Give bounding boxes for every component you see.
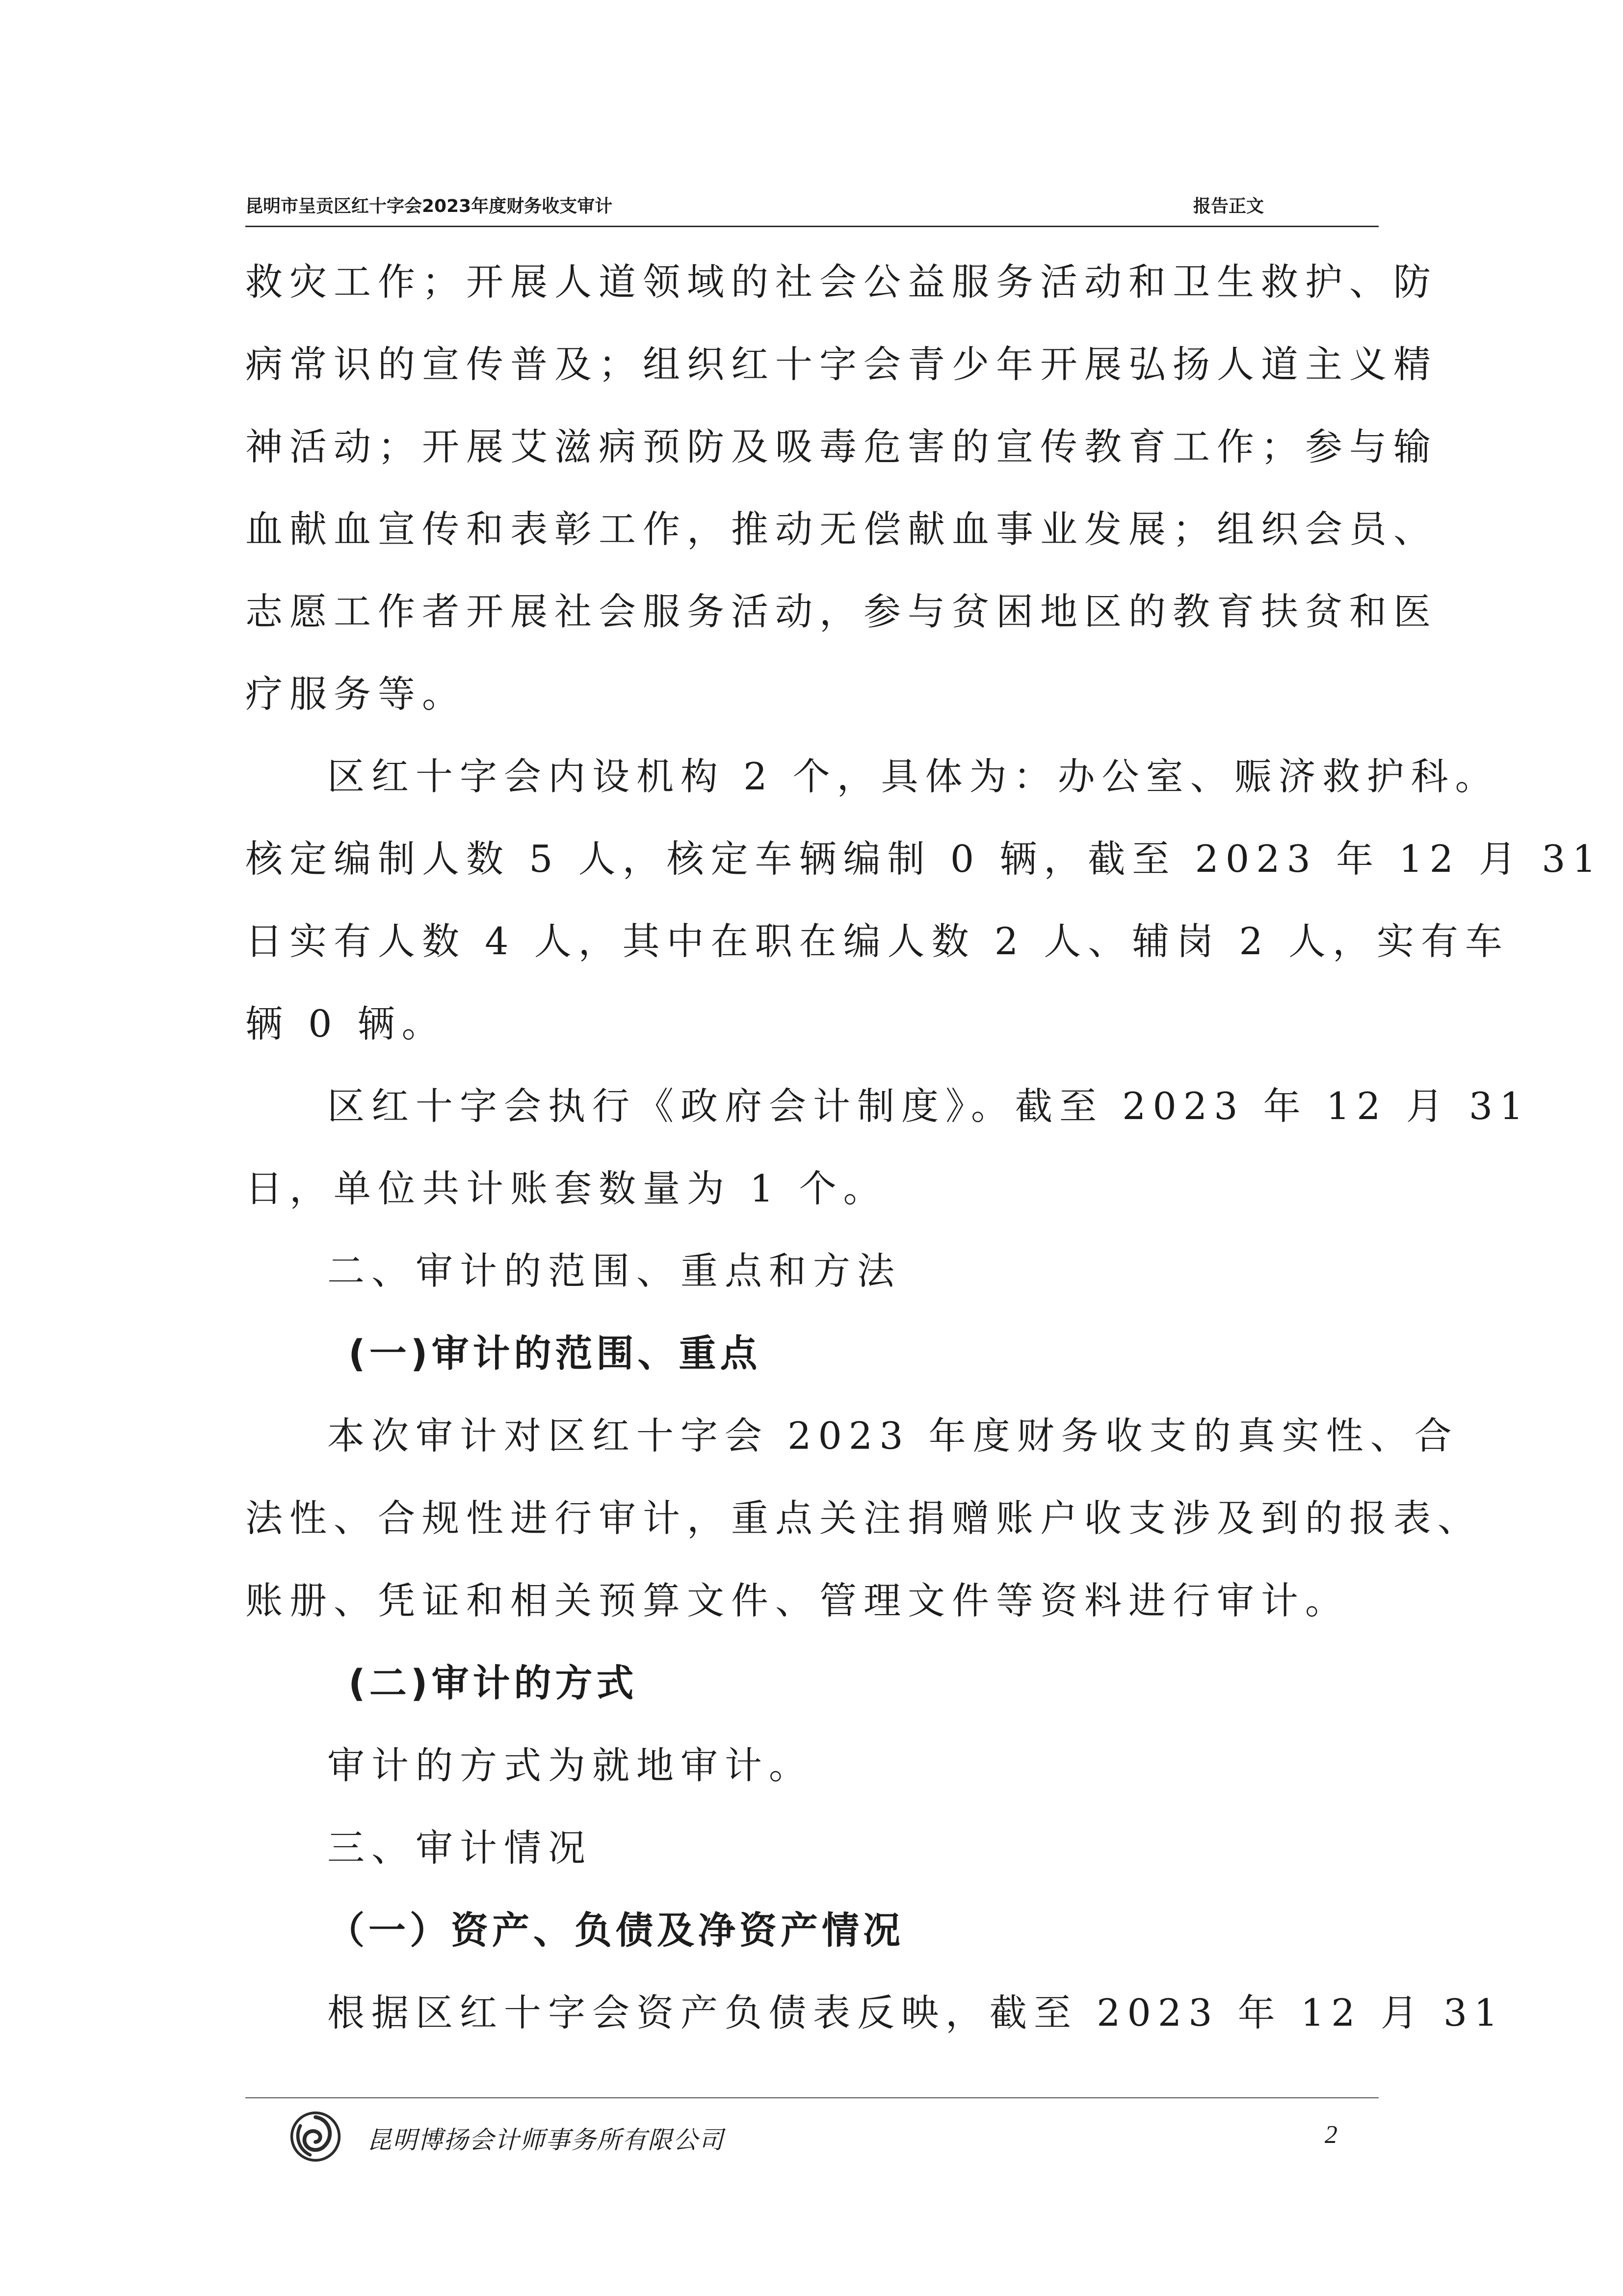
paragraph-line: 根据区红十字会资产负债表反映，截至 2023 年 12 月 31 — [327, 1991, 1505, 2035]
footer-divider — [245, 2097, 1379, 2098]
paragraph-line: 审计的方式为就地审计。 — [327, 1744, 813, 1787]
subsection-heading: （一）资产、负债及净资产情况 — [327, 1908, 904, 1952]
header-divider — [245, 226, 1379, 227]
subsection-heading: (一)审计的范围、重点 — [348, 1331, 761, 1375]
page-number: 2 — [1325, 2121, 1337, 2149]
paragraph-line: 病常识的宣传普及；组织红十字会青少年开展弘扬人道主义精 — [245, 342, 1438, 386]
swirl-logo-icon — [288, 2110, 342, 2164]
paragraph-line: 血献血宣传和表彰工作，推动无偿献血事业发展；组织会员、 — [245, 507, 1438, 551]
paragraph-line: 疗服务等。 — [245, 672, 466, 716]
header-title: 昆明市呈贡区红十字会2023年度财务收支审计 — [245, 196, 613, 216]
header-section-label: 报告正文 — [1193, 196, 1264, 216]
section-heading: 三、审计情况 — [327, 1826, 592, 1870]
paragraph-line: 区红十字会内设机构 2 个，具体为：办公室、赈济救护科。 — [327, 755, 1499, 798]
paragraph-line: 救灾工作；开展人道领域的社会公益服务活动和卫生救护、防 — [245, 260, 1438, 304]
paragraph-line: 区红十字会执行《政府会计制度》。截至 2023 年 12 月 31 — [327, 1084, 1530, 1128]
paragraph-line: 法性、合规性进行审计，重点关注捐赠账户收支涉及到的报表、 — [245, 1496, 1482, 1540]
paragraph-line: 日实有人数 4 人，其中在职在编人数 2 人、辅岗 2 人，实有车 — [245, 919, 1510, 963]
footer-company-name: 昆明博扬会计师事务所有限公司 — [367, 2126, 724, 2154]
paragraph-line: 账册、凭证和相关预算文件、管理文件等资料进行审计。 — [245, 1579, 1349, 1622]
paragraph-line: 日，单位共计账套数量为 1 个。 — [245, 1167, 888, 1210]
paragraph-line: 志愿工作者开展社会服务活动，参与贫困地区的教育扶贫和医 — [245, 590, 1438, 633]
paragraph-line: 核定编制人数 5 人，核定车辆编制 0 辆，截至 2023 年 12 月 31 — [245, 837, 1603, 881]
subsection-heading: (二)审计的方式 — [348, 1661, 638, 1705]
paragraph-line: 辆 0 辆。 — [245, 1002, 446, 1045]
paragraph-line: 本次审计对区红十字会 2023 年度财务收支的真实性、合 — [327, 1414, 1459, 1458]
section-heading: 二、审计的范围、重点和方法 — [327, 1249, 901, 1293]
paragraph-line: 神活动；开展艾滋病预防及吸毒危害的宣传教育工作；参与输 — [245, 425, 1438, 469]
